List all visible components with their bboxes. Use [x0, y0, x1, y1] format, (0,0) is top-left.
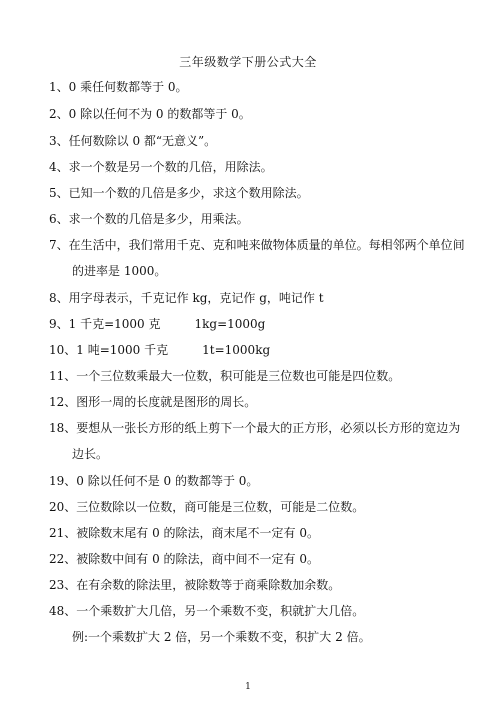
formula-item-7: 7、在生活中，我们常用千克、克和吨来做物体质量的单位。每相邻两个单位间 — [49, 238, 465, 252]
page-number: 1 — [245, 682, 251, 692]
formula-item-1: 1、0 乘任何数都等于 0。 — [49, 80, 188, 94]
page-title: 三年级数学下册公式大全 — [179, 55, 317, 69]
formula-item-18-continuation: 边长。 — [72, 447, 109, 461]
formula-item-4: 4、求一个数是另一个数的几倍，用除法。 — [49, 160, 273, 174]
example-text: 例:一个乘数扩大 2 倍，另一个乘数不变，积扩大 2 倍。 — [72, 630, 371, 644]
ton-conversion-text: 10、1 吨=1000 千克 — [49, 343, 169, 357]
formula-item-3: 3、任何数除以 0 都“无意义”。 — [49, 134, 217, 148]
formula-item-8: 8、用字母表示，千克记作 kg，克记作 g，吨记作 t — [49, 291, 324, 305]
mass-conversion-symbol: 1kg=1000g — [194, 317, 266, 331]
formula-item-23: 23、在有余数的除法里，被除数等于商乘除数加余数。 — [49, 578, 341, 592]
formula-item-5: 5、已知一个数的几倍是多少，求这个数用除法。 — [49, 186, 309, 200]
formula-item-21: 21、被除数末尾有 0 的除法，商末尾不一定有 0。 — [49, 526, 319, 540]
formula-item-7-continuation: 的进率是 1000。 — [72, 264, 167, 278]
formula-item-2: 2、0 除以任何不为 0 的数都等于 0。 — [49, 107, 251, 121]
formula-item-6: 6、求一个数的几倍是多少，用乘法。 — [49, 212, 249, 226]
formula-item-10 — [49, 343, 270, 357]
mass-conversion-text: 9、1 千克=1000 克 — [49, 317, 161, 331]
formula-item-20: 20、三位数除以一位数，商可能是三位数，可能是二位数。 — [49, 500, 365, 514]
formula-item-22: 22、被除数中间有 0 的除法，商中间不一定有 0。 — [49, 552, 319, 566]
formula-item-19: 19、0 除以任何不是 0 的数都等于 0。 — [49, 474, 259, 488]
formula-item-9 — [49, 317, 265, 331]
formula-item-12: 12、图形一周的长度就是图形的周长。 — [49, 395, 257, 409]
formula-item-18: 18、要想从一张长方形的纸上剪下一个最大的正方形，必须以长方形的宽边为 — [49, 421, 461, 435]
ton-conversion-symbol: 1t=1000kg — [202, 343, 271, 357]
formula-item-48: 48、一个乘数扩大几倍，另一个乘数不变，积就扩大几倍。 — [49, 604, 365, 618]
formula-item-11: 11、一个三位数乘最大一位数，积可能是三位数也可能是四位数。 — [49, 369, 401, 383]
